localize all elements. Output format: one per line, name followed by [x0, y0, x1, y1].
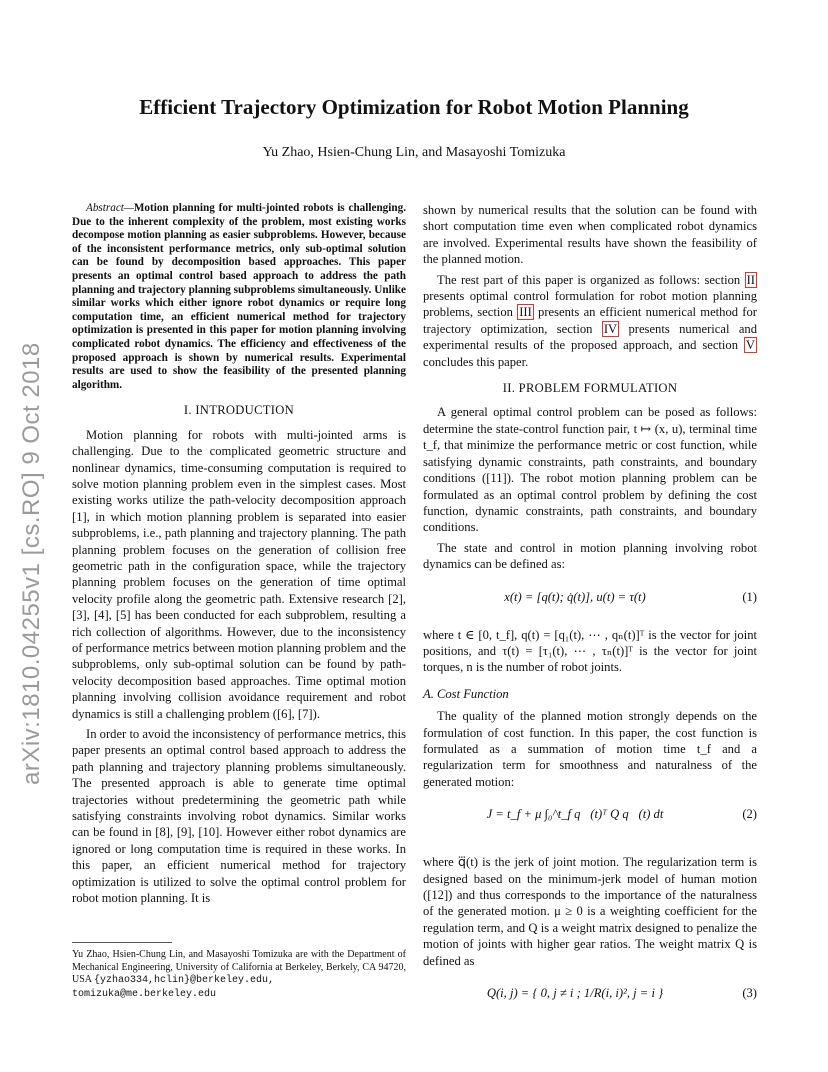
- state-control-paragraph: The state and control in motion planning involving robot dynamics can be defined as:: [423, 540, 757, 572]
- abstract-label: Abstract—: [86, 202, 134, 214]
- org-text-e: concludes this paper.: [423, 354, 529, 369]
- intro-paragraph-1: Motion planning for robots with multi-jointed arms is challenging. Due to the complicated geometric structure and nonlinear dynamics, time-consuming computation is required to solve motion planning problem even in the simplest cases. Most existing works utilize the path-velocity decomposition approach [1], in which motion planning problem is separated into easier subproblems, i.e., path planning and trajectory planning. The path planning problem focuses on the generation of collision free geometric path in the configuration space, while the trajectory planning problem focuses on the generation of time optimal velocity profile along the geometric path. Extensive research [2], [3], [4], [5] has been conducted for each subproblem, resulting a rich collection of algorithms. However, due to the inconsistency of performance metrics between motion planning problem and the subproblems, only sub-optimal solution can be found by path-velocity decomposition based approaches. Time optimal motion planning involving collision avoidance requirement and robot dynamics is still a challenging problem ([6], [7]).: [72, 427, 406, 721]
- section-link-v[interactable]: V: [745, 338, 755, 353]
- footnote-rule: [72, 942, 172, 943]
- equation-3: [423, 975, 757, 1025]
- organization-paragraph: [423, 272, 757, 370]
- section-link-iii[interactable]: III: [519, 305, 532, 320]
- left-column: [72, 202, 406, 911]
- abstract: [72, 202, 406, 392]
- org-text-a: The rest part of this paper is organized as follows: section: [437, 272, 745, 287]
- right-column: [423, 202, 757, 1033]
- section-link-iv[interactable]: IV: [603, 321, 618, 336]
- footnote-email-2: tomizuka@me.berkeley.edu: [72, 988, 217, 1000]
- org-text-b: presents optimal control formulation for robot motion planning problems, section: [423, 289, 757, 320]
- equation-1-body: x(t) = [q(t); q̇(t)], u(t) = τ(t): [504, 589, 646, 604]
- equation-1: [423, 579, 757, 619]
- paper-title: Efficient Trajectory Optimization for Robot Motion Planning: [139, 95, 689, 119]
- state-definition-paragraph: where t ∈ [0, t_f], q(t) = [q₁(t), ⋯ , qₙ(t)]ᵀ is the vector for joint positions, and τ(t) = [τ₁(t), ⋯ , τₙ(t)]ᵀ is the vector for joint torques, n is the number of robot joints.: [423, 627, 757, 675]
- org-text-c: presents an efficient numerical method for trajectory optimization, section: [423, 305, 757, 336]
- intro-paragraph-2: In order to avoid the inconsistency of performance metrics, this paper presents an optimal control based approach to address the path planning and trajectory planning problems simultaneously. The presented approach is able to generate time optimal trajectories without predetermining the geometric path while satisfying constraints involving robot dynamics. Similar works can be found in [8], [9], [10]. However either robot dynamics are ignored or long computation time is required in these works. In this paper, an efficient numerical method for trajectory optimization is utilized to solve the optimal control problem for robot motion planning. It is: [72, 727, 406, 906]
- intro-continuation: shown by numerical results that the solution can be found with short computation time even when complicated robot dynamics are involved. Experimental results have shown the feasibility of the planned motion.: [423, 203, 757, 267]
- equation-2: [423, 796, 757, 846]
- cost-function-paragraph: The quality of the planned motion strongly depends on the formulation of cost function. In this paper, the cost function is formulated as a summation of motion time t_f and a regularization term for smoothness and naturalness of the generated motion:: [423, 709, 757, 789]
- arxiv-stamp-text: arXiv:1810.04255v1 [cs.RO] 9 Oct 2018: [18, 342, 45, 785]
- equation-3-body: Q(i, j) = { 0, j ≠ i ; 1/R(i, i)², j = i }: [486, 986, 664, 1001]
- equation-2-body: J = t_f + μ ∫₀^t_f q⃛(t)ᵀ Q q⃛(t) dt: [486, 807, 664, 822]
- section-link-ii[interactable]: II: [746, 272, 755, 287]
- footnote-emails: {yzhao334,hclin}@berkeley.edu,: [93, 975, 274, 986]
- section-2-heading: II. PROBLEM FORMULATION: [502, 381, 678, 396]
- jerk-paragraph: where q⃛(t) is the jerk of joint motion. The regularization term is designed based on the minimum-jerk model of human motion ([12]) and thus corresponds to the importance of the naturalness of the generated motion. μ ≥ 0 is a weighting coefficient for the regulation term, and Q is a weight matrix designed to penalize the motion of joints with higher gear ratios. The weight matrix Q is defined as: [423, 855, 757, 968]
- org-text-d: presents numerical and experimental results of the proposed approach, and section: [423, 321, 757, 353]
- formulation-paragraph: A general optimal control problem can be posed as follows: determine the state-control function pair, t ↦ (x, u), terminal time t_f, that minimize the performance metric or cost function, while satisfying dynamic constraints, path constraints, and boundary conditions ([11]). The robot motion planning problem can be formulated as an optimal control problem by defining the cost function, dynamic constraints, path constraints, and boundary conditions.: [423, 405, 757, 535]
- author-footnote: [72, 942, 406, 1001]
- section-1-heading: I. INTRODUCTION: [183, 403, 295, 418]
- arxiv-stamp: [18, 265, 44, 785]
- equation-3-number: (3): [742, 986, 757, 1001]
- equation-1-number: (1): [742, 589, 757, 604]
- footnote-text: Yu Zhao, Hsien-Chung Lin, and Masayoshi Tomizuka are with the Department of Mechanical Engineering, University of California at Berkeley, Berkely, CA 94720, USA: [72, 949, 406, 985]
- abstract-text: Motion planning for multi-jointed robots is challenging. Due to the inherent complexity of the problem, most existing works decompose motion planning as easier subproblems. However, because of the inconsistent performance metrics, only sub-optimal solution can be found by decomposition based approaches. This paper presents an optimal control based approach to address the path planning and trajectory planning subproblems simultaneously. Unlike similar works which either ignore robot dynamics or require long computation time, an efficient numerical method for trajectory optimization is presented in this paper for motion planning involving complicated robot dynamics. The efficiency and effectiveness of the proposed approach is shown by numerical results. Experimental results are used to show the feasibility of the presented planning algorithm.: [72, 202, 406, 391]
- equation-2-number: (2): [742, 807, 757, 822]
- paper-authors: Yu Zhao, Hsien-Chung Lin, and Masayoshi Tomizuka: [262, 145, 566, 160]
- subsection-a-heading: A. Cost Function: [423, 686, 509, 701]
